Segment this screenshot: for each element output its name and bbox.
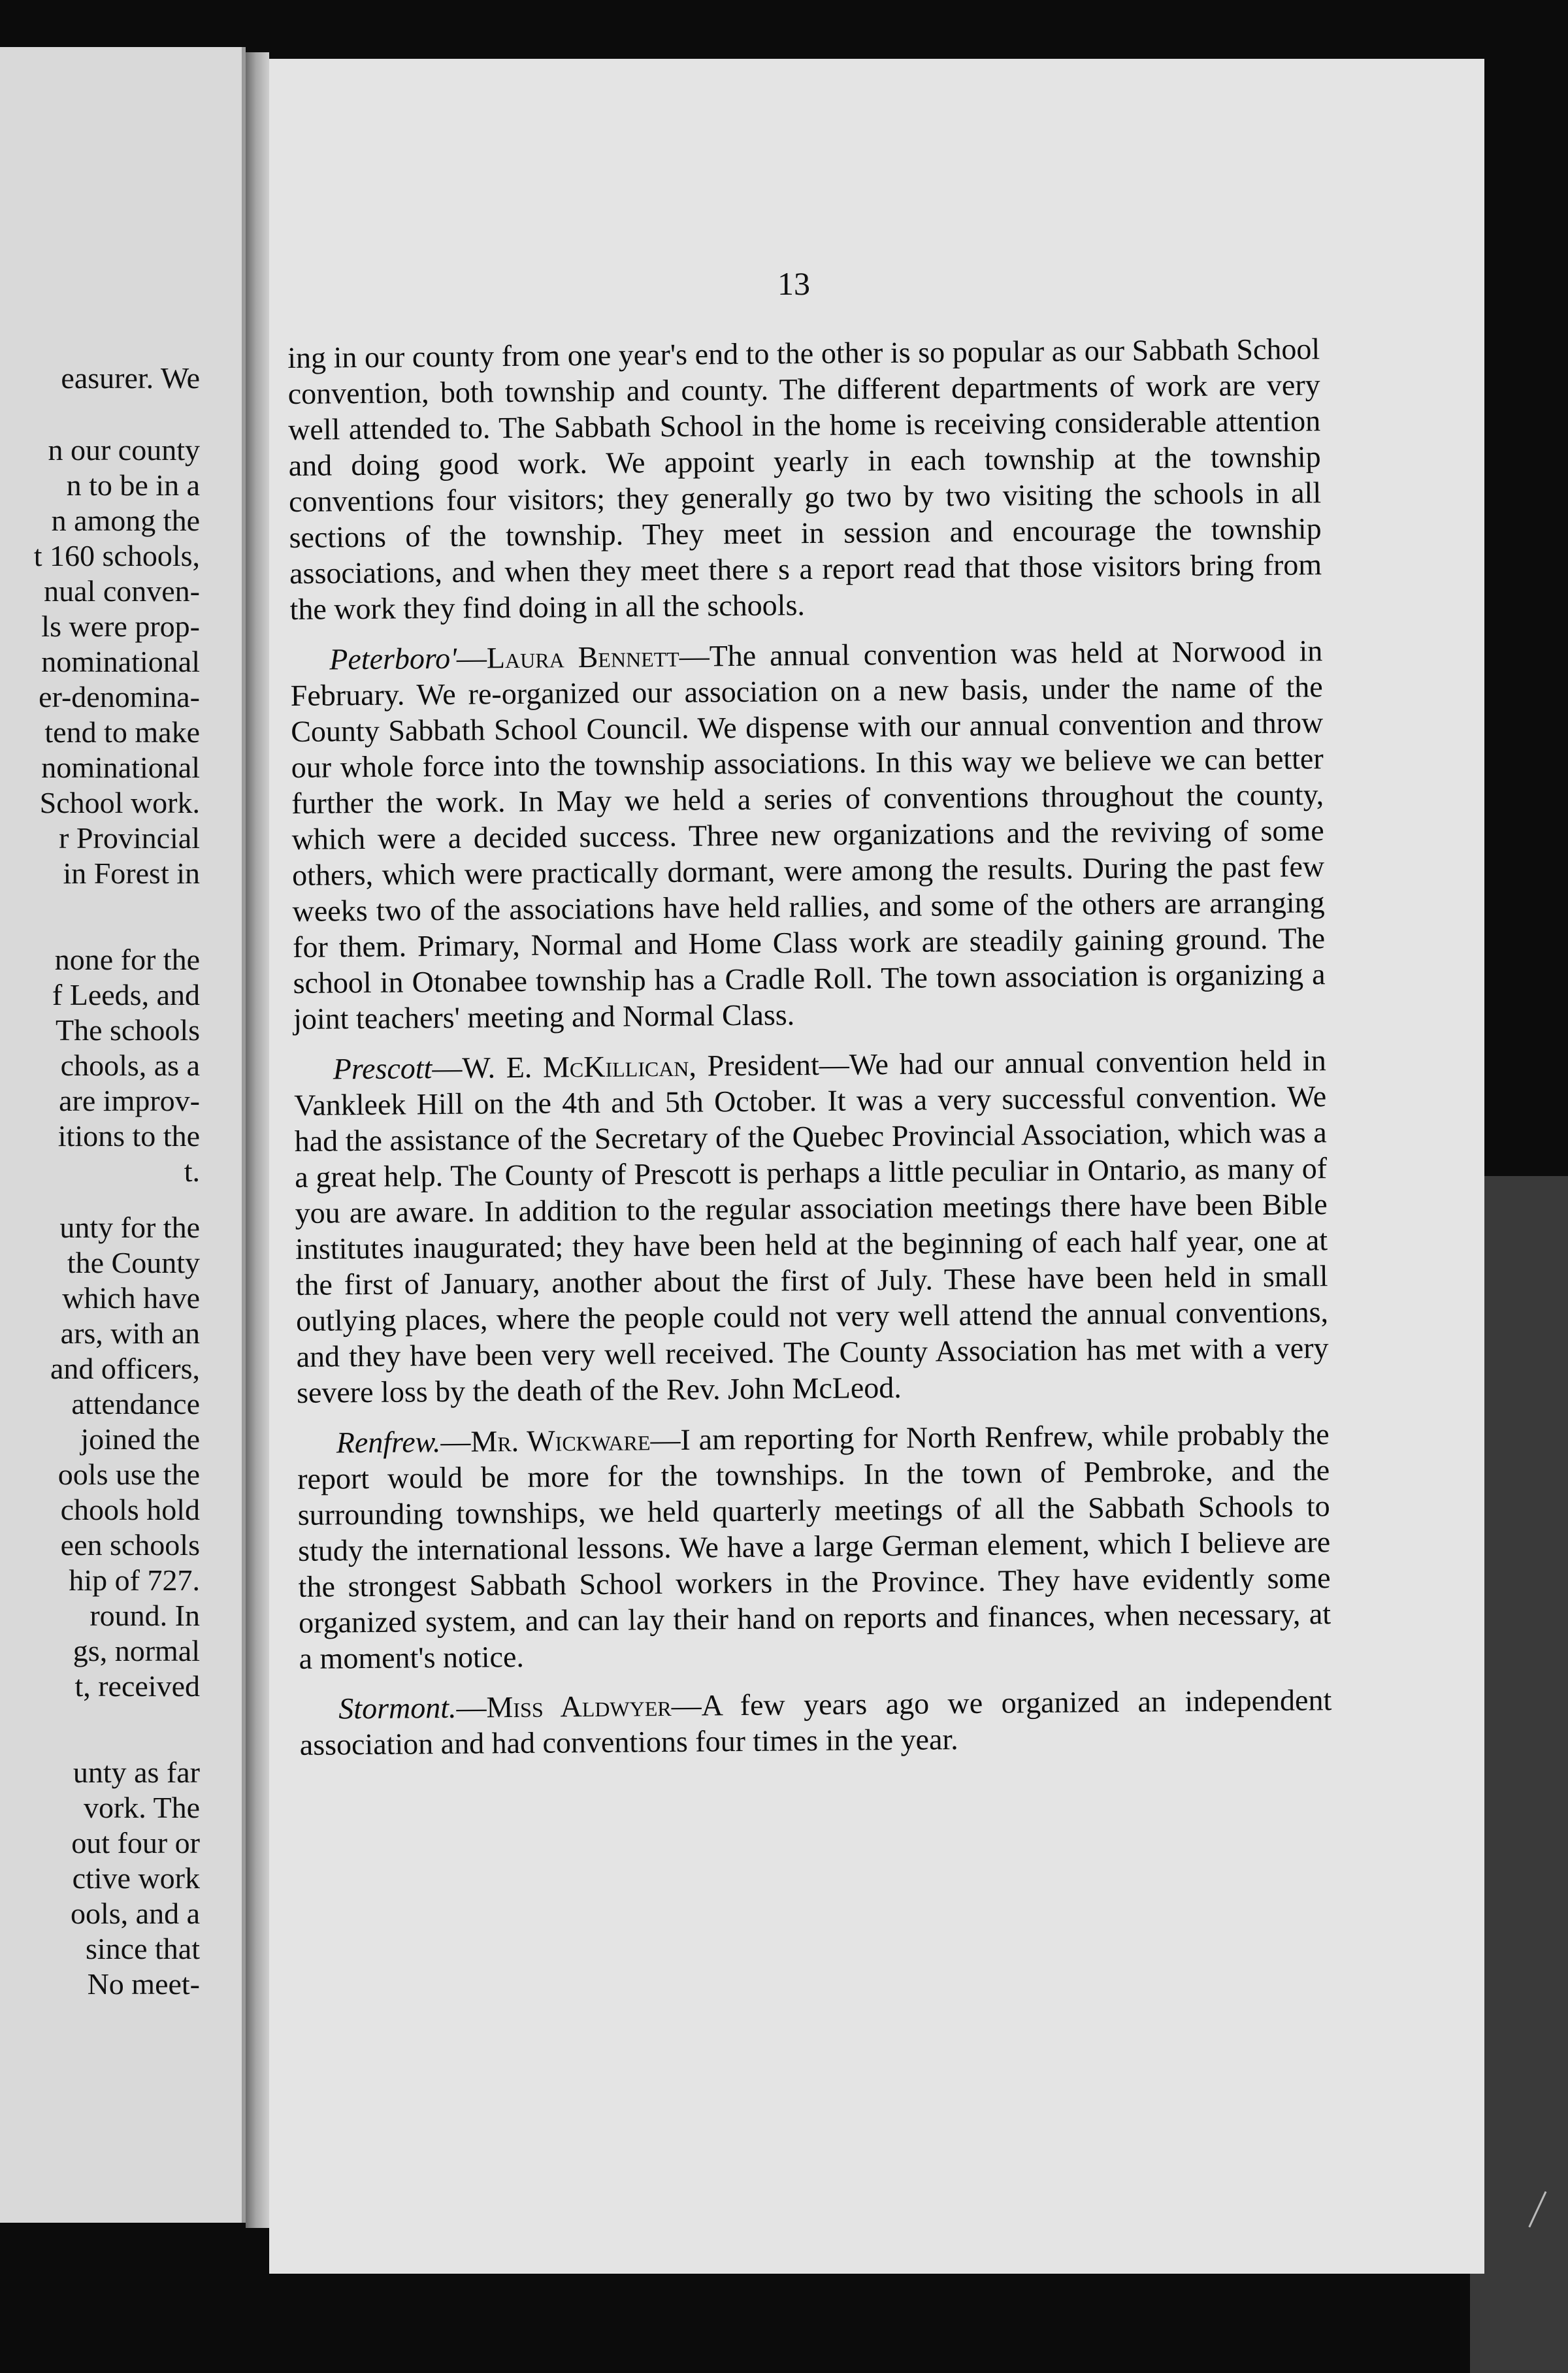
reporter-name: Mr. Wickware xyxy=(470,1423,651,1458)
left-line: School work. xyxy=(39,786,200,819)
county-heading: Peterboro' xyxy=(329,641,457,676)
reporter-name: Laura Bennett xyxy=(486,639,679,675)
paragraph-prescott: Prescott—W. E. McKillican, President—We had our annual convention held in Vankleek Hill on the 4th and 5th October. It was a very successful convention. We had the assistance of the Secretary of the Quebec Provincial Association, which was a a great help. The County of Prescott is perhaps a little peculiar in Ontario, as many of you are aware. In addition to the regular association meetings there have been Bible institutes inaugurated; they have been held at the beginning of each half year, one at the first of January, another about the first of July. These have been held in small outlying places, where the people could not very well attend the annual conventions, and they have been very well received. The County Association has met with a very severe loss by the death of the Rev. John McLeod. xyxy=(294,1043,1329,1409)
left-line: No meet- xyxy=(87,1967,200,2001)
left-line: hip of 727. xyxy=(69,1563,200,1597)
county-heading: Stormont. xyxy=(338,1690,457,1726)
left-line: nominational xyxy=(41,645,200,678)
paragraph-peterboro: Peterboro'—Laura Bennett—The annual convention was held at Norwood in February. We re-organized our association on a new basis, under the name of the County Sabbath School Council. We dispense with our annual convention and throw our whole force into the township associations. In this way we believe we can better further the work. In May we held a series of conventions throughout the county, which were a decided success. Three new organizations and the reviving of some others, which were practically dormant, were among the results. During the past few weeks two of the associations have held rallies, and some of the others are arranging for them. Primary, Normal and Home Class work are steadily gaining ground. The school in Otonabee township has a Cradle Roll. The town association is organizing a joint teachers' meeting and Normal Class. xyxy=(290,634,1326,1036)
left-line: t, received xyxy=(74,1669,200,1703)
left-line: which have xyxy=(62,1281,200,1315)
left-line: attendance xyxy=(71,1387,200,1420)
left-line: nual conven- xyxy=(44,574,200,608)
left-line: ools use the xyxy=(57,1458,200,1491)
county-heading: Renfrew. xyxy=(336,1425,441,1460)
previous-page-fragment xyxy=(0,47,246,2223)
left-line: ools, and a xyxy=(70,1897,200,1930)
left-line: and officers, xyxy=(50,1352,200,1385)
reporter-name: Miss Aldwyer xyxy=(486,1688,672,1724)
left-line: er-denomina- xyxy=(39,680,200,713)
left-line: the County xyxy=(67,1246,200,1279)
left-line: ctive work xyxy=(72,1861,200,1895)
paragraph-text: —I am reporting for North Renfrew, while probably the report would be more for the townships. In the town of Pembroke, and the surrounding townships, we held quarterly meetings of all the Sabbath Schools to study the international lessons. We have a large German element, which I believe are the strongest Sabbath School workers in the Province. They have evidently some organized system, and can lay their hand on reports and finances, when necessary, at a moment's notice. xyxy=(297,1417,1331,1675)
reporter-name: W. E. McKillican xyxy=(462,1049,689,1085)
page-number: 13 xyxy=(777,265,810,302)
left-line: unty for the xyxy=(59,1211,200,1244)
county-heading: Prescott xyxy=(333,1051,433,1086)
left-line: gs, normal xyxy=(73,1634,200,1667)
page-edge-shadow xyxy=(1470,1176,1568,2373)
left-line: unty as far xyxy=(73,1756,200,1789)
paragraph-continuation xyxy=(287,331,1322,627)
report-body xyxy=(287,331,1332,1777)
left-line: The schools xyxy=(55,1013,200,1047)
left-line: een schools xyxy=(60,1528,200,1562)
paragraph-stormont: Stormont.—Miss Aldwyer—A few years ago we organized an independent association and had conventions four times in the year. xyxy=(299,1683,1332,1761)
left-line: in Forest in xyxy=(63,857,200,890)
left-line: nominational xyxy=(41,751,200,784)
left-line: itions to the xyxy=(57,1119,200,1153)
paragraph-text: —A few years ago we organized an independent association and had conventions four times in the year. xyxy=(299,1683,1332,1761)
left-line: vork. The xyxy=(83,1791,200,1824)
left-line: ls were prop- xyxy=(41,610,200,643)
paragraph-text: , President—We had our annual convention held in Vankleek Hill on the 4th and 5th October. It was a very successful convention. We had the assistance of the Secretary of the Quebec Provincial Association, which was a a great help. The County of Prescott is perhaps a little peculiar in Ontario, as many of you are aware. In addition to the regular association meetings there have been Bible institutes inaugurated; they have been held at the beginning of each half year, one at the first of January, another about the first of July. These have been held in small outlying places, where the people could not very well attend the annual conventions, and they have been very well received. The County Association has met with a very severe loss by the death of the Rev. John McLeod. xyxy=(294,1043,1329,1409)
left-line: chools, as a xyxy=(60,1049,200,1082)
left-line: f Leeds, and xyxy=(52,978,200,1011)
left-line: n among the xyxy=(51,504,200,537)
left-line: tend to make xyxy=(44,715,200,749)
left-line: round. In xyxy=(90,1599,200,1632)
left-line: chools hold xyxy=(60,1493,200,1526)
left-line: since that xyxy=(86,1932,200,1965)
left-line: t 160 schools, xyxy=(33,539,200,572)
left-line: t. xyxy=(184,1154,200,1188)
paragraph-text: —The annual convention was held at Norwood in February. We re-organized our association on a new basis, under the name of the County Sabbath School Council. We dispense with our annual convention and throw our whole force into the township associations. In this way we believe we can better further the work. In May we held a series of conventions throughout the county, which were a decided success. Three new organizations and the reviving of some others, which were practically dormant, were among the results. During the past few weeks two of the associations have held rallies, and some of the others are arranging for them. Primary, Normal and Home Class work are steadily gaining ground. The school in Otonabee township has a Cradle Roll. The town association is organizing a joint teachers' meeting and Normal Class. xyxy=(290,634,1326,1036)
book-gutter xyxy=(246,52,269,2228)
left-line: joined the xyxy=(80,1422,200,1456)
left-line: n to be in a xyxy=(66,468,200,502)
left-line: out four or xyxy=(71,1826,200,1859)
left-line: none for the xyxy=(54,943,200,976)
paragraph-renfrew: Renfrew.—Mr. Wickware—I am reporting for North Renfrew, while probably the report would be more for the townships. In the town of Pembroke, and the surrounding townships, we held quarterly meetings of all the Sabbath Schools to study the international lessons. We have a large German element, which I believe are the strongest Sabbath School workers in the Province. They have evidently some organized system, and can lay their hand on reports and finances, when necessary, at a moment's notice. xyxy=(297,1417,1331,1675)
left-line: ars, with an xyxy=(60,1317,200,1350)
left-line: r Provincial xyxy=(59,821,200,855)
paragraph-text: ing in our county from one year's end to the other is so popular as our Sabbath School convention, both township and county. The different departments of work are very well attended to. The Sabbath School in the home is receiving considerable attention and doing good work. We appoint yearly in each township at the township conventions four visitors; they generally go two by two visiting the schools in all sections of the township. They meet in session and encourage the township associations, and when they meet there s a report read that those visitors bring from the work they find doing in all the schools. xyxy=(287,332,1322,626)
left-line: easurer. We xyxy=(61,361,200,395)
left-line: are improv- xyxy=(59,1084,200,1117)
left-line: n our county xyxy=(48,433,200,466)
